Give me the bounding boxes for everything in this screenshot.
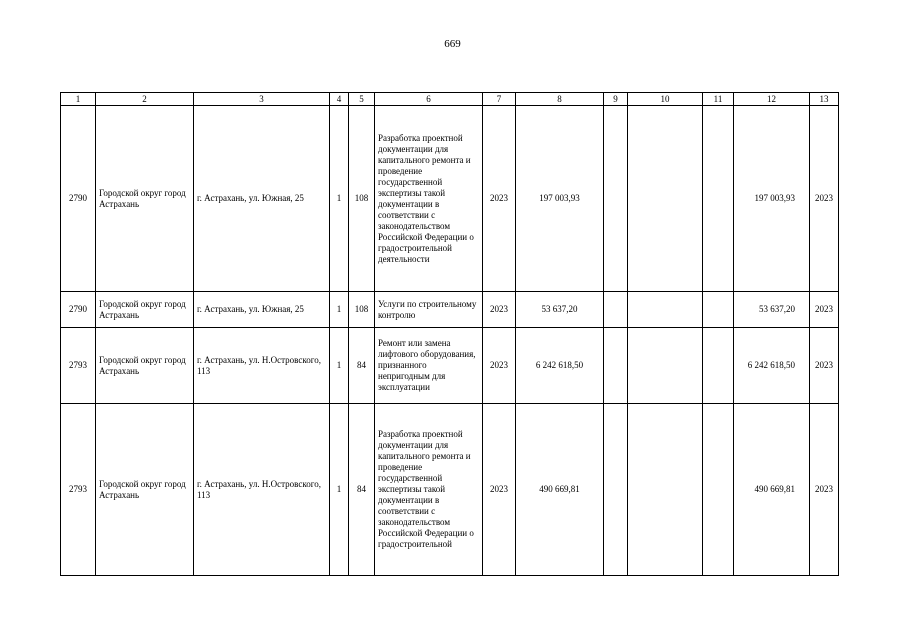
column-header: 6 [375, 93, 483, 106]
table-row [61, 292, 839, 328]
col12-cell: 490 669,81 [734, 404, 810, 576]
col12-cell: 197 003,93 [734, 106, 810, 292]
column-number-header-row [61, 93, 839, 106]
column-header: 10 [628, 93, 703, 106]
table-row [61, 328, 839, 404]
cost-cell: 6 242 618,50 [516, 328, 604, 404]
column-header: 8 [516, 93, 604, 106]
address-cell: г. Астрахань, ул. Н.Островского, 113 [194, 404, 330, 576]
municipality-cell: Городской округ город Астрахань [96, 292, 194, 328]
col10-cell [628, 292, 703, 328]
cost-cell: 490 669,81 [516, 404, 604, 576]
col13-cell: 2023 [810, 106, 839, 292]
municipality-cell: Городской округ город Астрахань [96, 106, 194, 292]
col9-cell [604, 292, 628, 328]
col5-cell: 108 [349, 106, 375, 292]
col11-cell [703, 328, 734, 404]
column-header: 9 [604, 93, 628, 106]
address-cell: г. Астрахань, ул. Н.Островского, 113 [194, 328, 330, 404]
column-header: 7 [483, 93, 516, 106]
col4-cell: 1 [330, 328, 349, 404]
row-id: 2790 [61, 292, 96, 328]
column-header: 11 [703, 93, 734, 106]
col13-cell: 2023 [810, 404, 839, 576]
column-header: 1 [61, 93, 96, 106]
row-id: 2793 [61, 404, 96, 576]
col4-cell: 1 [330, 404, 349, 576]
col12-cell: 6 242 618,50 [734, 328, 810, 404]
row-id: 2793 [61, 328, 96, 404]
address-cell: г. Астрахань, ул. Южная, 25 [194, 106, 330, 292]
cost-cell: 197 003,93 [516, 106, 604, 292]
table-row [61, 404, 839, 576]
year-cell: 2023 [483, 106, 516, 292]
col11-cell [703, 106, 734, 292]
capital-repair-table [60, 92, 839, 576]
municipality-cell: Городской округ город Астрахань [96, 404, 194, 576]
address-cell: г. Астрахань, ул. Южная, 25 [194, 292, 330, 328]
table-row [61, 106, 839, 292]
col12-cell: 53 637,20 [734, 292, 810, 328]
col11-cell [703, 292, 734, 328]
work-type-cell: Ремонт или замена лифтового оборудования, признанного непригодным для эксплуатации [375, 328, 483, 404]
col9-cell [604, 328, 628, 404]
cost-cell: 53 637,20 [516, 292, 604, 328]
column-header: 2 [96, 93, 194, 106]
work-type-cell: Разработка проектной документации для капитального ремонта и проведение государственной экспертизы такой документации в соответствии с законодательством Российской Федерации о градостроительной [375, 404, 483, 576]
col5-cell: 108 [349, 292, 375, 328]
row-id: 2790 [61, 106, 96, 292]
col13-cell: 2023 [810, 292, 839, 328]
col10-cell [628, 328, 703, 404]
column-header: 13 [810, 93, 839, 106]
year-cell: 2023 [483, 328, 516, 404]
page-number: 669 [444, 38, 461, 50]
col11-cell [703, 404, 734, 576]
column-header: 12 [734, 93, 810, 106]
col10-cell [628, 404, 703, 576]
col5-cell: 84 [349, 404, 375, 576]
col5-cell: 84 [349, 328, 375, 404]
col9-cell [604, 404, 628, 576]
municipality-cell: Городской округ город Астрахань [96, 328, 194, 404]
year-cell: 2023 [483, 404, 516, 576]
col9-cell [604, 106, 628, 292]
column-header: 5 [349, 93, 375, 106]
column-header: 3 [194, 93, 330, 106]
year-cell: 2023 [483, 292, 516, 328]
col4-cell: 1 [330, 292, 349, 328]
col10-cell [628, 106, 703, 292]
col13-cell: 2023 [810, 328, 839, 404]
col4-cell: 1 [330, 106, 349, 292]
column-header: 4 [330, 93, 349, 106]
work-type-cell: Услуги по строительному контролю [375, 292, 483, 328]
work-type-cell: Разработка проектной документации для капитального ремонта и проведение государственной экспертизы такой документации в соответствии с законодательством Российской Федерации о градостроительной деятельности [375, 106, 483, 292]
